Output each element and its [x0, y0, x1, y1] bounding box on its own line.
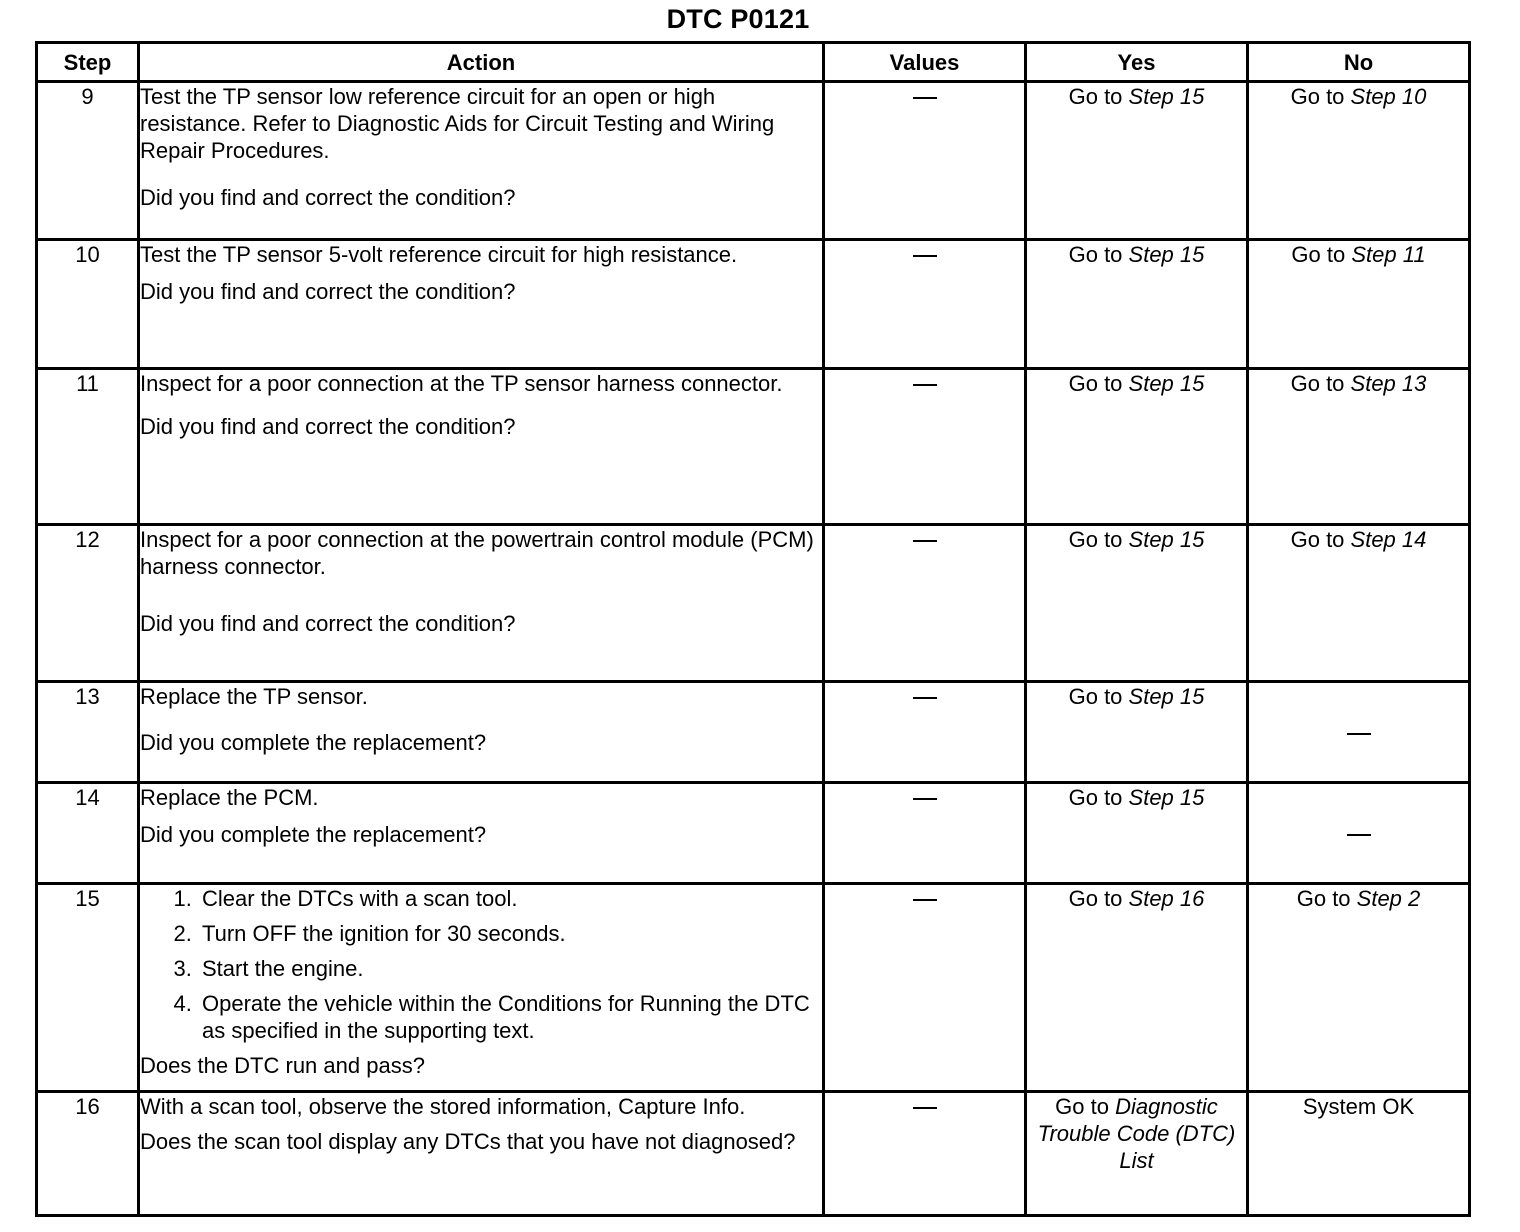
no-cell: [1248, 884, 1470, 1092]
substep-item: 1. Clear the DTCs with a scan tool.: [198, 885, 822, 912]
yes-step-link[interactable]: Step 15: [1128, 84, 1205, 109]
yes-cell: [1026, 525, 1248, 682]
dash-mark: [913, 384, 937, 386]
no-prefix: Go to: [1291, 242, 1352, 267]
yes-cell: [1026, 682, 1248, 783]
dash-mark: [913, 697, 937, 699]
no-cell: [1248, 82, 1470, 240]
action-text: Test the TP sensor 5-volt reference circuit for high resistance.: [140, 242, 738, 267]
yes-prefix: Go to: [1055, 1094, 1116, 1119]
substep-list: [140, 885, 822, 1044]
substep-item: 4. Operate the vehicle within the Conditions for Running the DTC as specified in the supporting text.: [198, 990, 822, 1044]
action-cell: [139, 525, 824, 682]
step-number: 9: [37, 82, 139, 240]
action-text: Inspect for a poor connection at the TP sensor harness connector.: [140, 371, 783, 396]
yes-step-link[interactable]: Step 15: [1128, 371, 1205, 396]
dash-mark: [913, 899, 937, 901]
step-number: 14: [37, 783, 139, 884]
header-step: Step: [37, 43, 139, 82]
header-yes: Yes: [1026, 43, 1248, 82]
action-cell: [139, 82, 824, 240]
no-cell: [1248, 1092, 1470, 1216]
action-question: Does the scan tool display any DTCs that you have not diagnosed?: [140, 1129, 796, 1154]
action-question: Did you complete the replacement?: [140, 730, 487, 755]
header-values: Values: [824, 43, 1026, 82]
dash-mark: [913, 255, 937, 257]
dash-mark: [1347, 733, 1371, 735]
dash-mark: [1347, 834, 1371, 836]
step-number: 16: [37, 1092, 139, 1216]
no-cell: [1248, 783, 1470, 884]
values-cell: [824, 369, 1026, 525]
table-row: [37, 783, 1470, 884]
substep-item: 3. Start the engine.: [198, 955, 822, 982]
yes-prefix: Go to: [1068, 684, 1129, 709]
yes-cell: [1026, 369, 1248, 525]
values-cell: [824, 525, 1026, 682]
values-cell: [824, 783, 1026, 884]
no-prefix: Go to: [1296, 886, 1357, 911]
values-cell: [824, 884, 1026, 1092]
yes-cell: [1026, 82, 1248, 240]
yes-prefix: Go to: [1068, 886, 1129, 911]
yes-prefix: Go to: [1068, 527, 1129, 552]
no-step-link[interactable]: Step 14: [1350, 527, 1427, 552]
dash-mark: [913, 798, 937, 800]
action-cell: [139, 783, 824, 884]
no-cell: [1248, 525, 1470, 682]
action-cell: [139, 369, 824, 525]
no-cell: [1248, 240, 1470, 369]
table-row: [37, 82, 1470, 240]
yes-step-link[interactable]: Step 15: [1128, 242, 1205, 267]
no-step-link[interactable]: Step 2: [1356, 886, 1421, 911]
substep-item: 2. Turn OFF the ignition for 30 seconds.: [198, 920, 822, 947]
yes-prefix: Go to: [1068, 242, 1129, 267]
table-row: [37, 884, 1470, 1092]
no-status-text: System OK: [1302, 1094, 1415, 1119]
yes-cell: [1026, 884, 1248, 1092]
no-prefix: Go to: [1290, 371, 1351, 396]
yes-step-link[interactable]: Step 15: [1128, 684, 1205, 709]
dash-mark: [913, 97, 937, 99]
values-cell: [824, 1092, 1026, 1216]
action-cell: [139, 884, 824, 1092]
yes-cell: [1026, 1092, 1248, 1216]
no-step-link[interactable]: Step 11: [1351, 242, 1426, 267]
header-action: Action: [139, 43, 824, 82]
step-number: 15: [37, 884, 139, 1092]
page-title: DTC P0121: [666, 4, 810, 34]
yes-dtc-list-link[interactable]: Diagnostic Trouble Code (DTC) List: [1037, 1094, 1236, 1173]
dash-mark: [913, 540, 937, 542]
action-question: Did you find and correct the condition?: [140, 185, 516, 210]
no-cell: [1248, 369, 1470, 525]
action-cell: [139, 682, 824, 783]
action-text: Inspect for a poor connection at the powertrain control module (PCM) harness connector.: [140, 527, 814, 579]
action-text: With a scan tool, observe the stored information, Capture Info.: [140, 1094, 746, 1119]
action-cell: [139, 240, 824, 369]
step-number: 10: [37, 240, 139, 369]
action-question: Did you find and correct the condition?: [140, 414, 516, 439]
yes-cell: [1026, 240, 1248, 369]
action-text: Replace the PCM.: [140, 785, 319, 810]
yes-cell: [1026, 783, 1248, 884]
no-prefix: Go to: [1290, 527, 1351, 552]
no-step-link[interactable]: Step 10: [1350, 84, 1427, 109]
yes-step-link[interactable]: Step 15: [1128, 527, 1205, 552]
dash-mark: [913, 1107, 937, 1109]
yes-prefix: Go to: [1068, 785, 1129, 810]
table-row: [37, 525, 1470, 682]
action-text: Test the TP sensor low reference circuit for an open or high resistance. Refer to Diagnostic Aids for Circuit Testing and Wiring Repair Procedures.: [140, 84, 775, 163]
step-number: 12: [37, 525, 139, 682]
no-prefix: Go to: [1290, 84, 1351, 109]
no-step-link[interactable]: Step 13: [1350, 371, 1427, 396]
yes-step-link[interactable]: Step 15: [1128, 785, 1205, 810]
no-cell: [1248, 682, 1470, 783]
header-no: No: [1248, 43, 1470, 82]
action-text: Replace the TP sensor.: [140, 684, 368, 709]
action-question: Does the DTC run and pass?: [140, 1053, 425, 1078]
dtc-table: [35, 41, 1471, 1217]
action-cell: [139, 1092, 824, 1216]
action-question: Did you find and correct the condition?: [140, 611, 516, 636]
step-number: 11: [37, 369, 139, 525]
table-row: [37, 369, 1470, 525]
step-number: 13: [37, 682, 139, 783]
action-question: Did you find and correct the condition?: [140, 279, 516, 304]
values-cell: [824, 682, 1026, 783]
values-cell: [824, 240, 1026, 369]
yes-prefix: Go to: [1068, 371, 1129, 396]
table-row: [37, 240, 1470, 369]
table-row: [37, 1092, 1470, 1216]
table-row: [37, 682, 1470, 783]
action-question: Did you complete the replacement?: [140, 822, 487, 847]
yes-step-link[interactable]: Step 16: [1128, 886, 1205, 911]
values-cell: [824, 82, 1026, 240]
yes-prefix: Go to: [1068, 84, 1129, 109]
header-row: [37, 43, 1470, 82]
